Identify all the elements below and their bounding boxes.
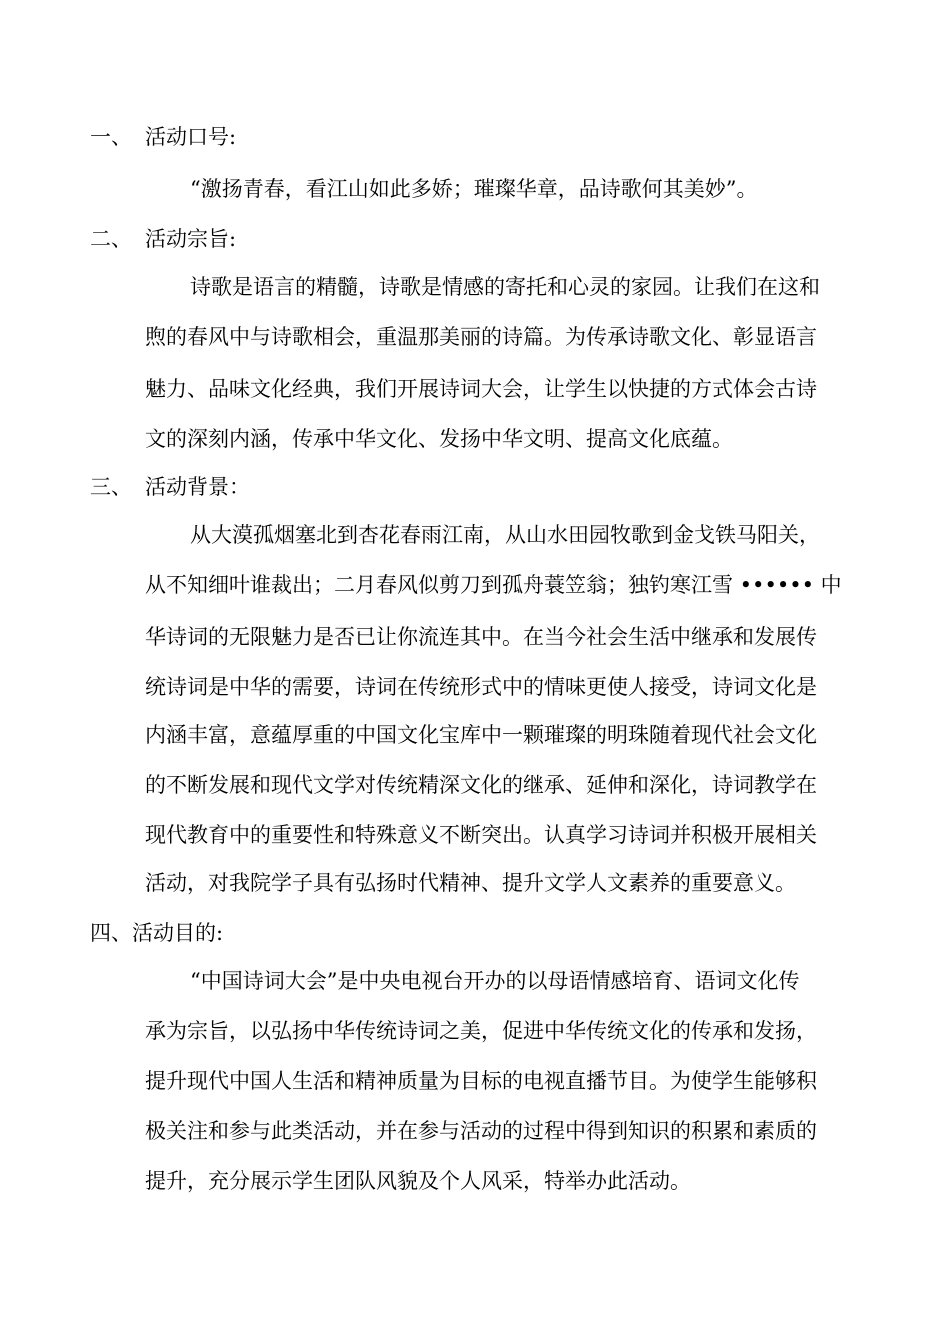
section-number: 二、 [90,227,132,251]
slogan-line: “激扬青春，看江山如此多娇；璀璨华章，品诗歌何其美妙”。 [190,177,758,201]
paragraph-line: 华诗词的无限魅力是否已让你流连其中。在当今社会生活中继承和发展传 [145,625,817,649]
paragraph-line: 统诗词是中华的需要，诗词在传统形式中的情味更使人接受，诗词文化是 [145,675,817,699]
paragraph-line: 文的深刻内涵，传承中华文化、发扬中华文明、提高文化底蕴。 [145,427,733,451]
section-title: 活动口号: [145,125,237,149]
section-heading-4 [90,918,223,948]
paragraph-line: 活动，对我院学子具有弘扬时代精神、提升文学人文素养的重要意义。 [145,871,796,895]
section-number: 一、 [90,125,132,149]
paragraph-line: “中国诗词大会”是中央电视台开办的以母语情感培育、语词文化传 [190,969,800,993]
paragraph-line: 从大漠孤烟塞北到杏花春雨江南，从山水田园牧歌到金戈铁马阳关， [190,523,820,547]
section-number: 三、 [90,475,132,499]
section-title: 活动宗旨: [145,227,237,251]
paragraph-line: 从不知细叶谁裁出；二月春风似剪刀到孤舟蓑笠翁；独钓寒江雪 •••••• 中 [145,573,842,597]
section-number: 四、 [90,921,132,945]
section-title: 活动背景： [145,475,250,499]
section-heading-1 [90,122,236,152]
paragraph-line: 的不断发展和现代文学对传统精深文化的继承、延伸和深化，诗词教学在 [145,773,817,797]
paragraph-line: 煦的春风中与诗歌相会，重温那美丽的诗篇。为传承诗歌文化、彰显语言 [145,325,817,349]
paragraph-line: 诗歌是语言的精髓，诗歌是情感的寄托和心灵的家园。让我们在这和 [190,275,820,299]
paragraph-line: 内涵丰富，意蕴厚重的中国文化宝库中一颗璀璨的明珠随着现代社会文化 [145,723,817,747]
paragraph-line: 魅力、品味文化经典，我们开展诗词大会，让学生以快捷的方式体会古诗 [145,377,817,401]
paragraph-line: 承为宗旨，以弘扬中华传统诗词之美，促进中华传统文化的传承和发扬， [145,1019,817,1043]
section-heading-3 [90,472,250,502]
paragraph-line: 提升，充分展示学生团队风貌及个人风采，特举办此活动。 [145,1169,691,1193]
section-title: 活动目的: [132,921,224,945]
section-heading-2 [90,224,236,254]
paragraph-line: 极关注和参与此类活动，并在参与活动的过程中得到知识的积累和素质的 [145,1119,817,1143]
paragraph-line: 提升现代中国人生活和精神质量为目标的电视直播节目。为使学生能够积 [145,1069,817,1093]
paragraph-line: 现代教育中的重要性和特殊意义不断突出。认真学习诗词并积极开展相关 [145,823,817,847]
